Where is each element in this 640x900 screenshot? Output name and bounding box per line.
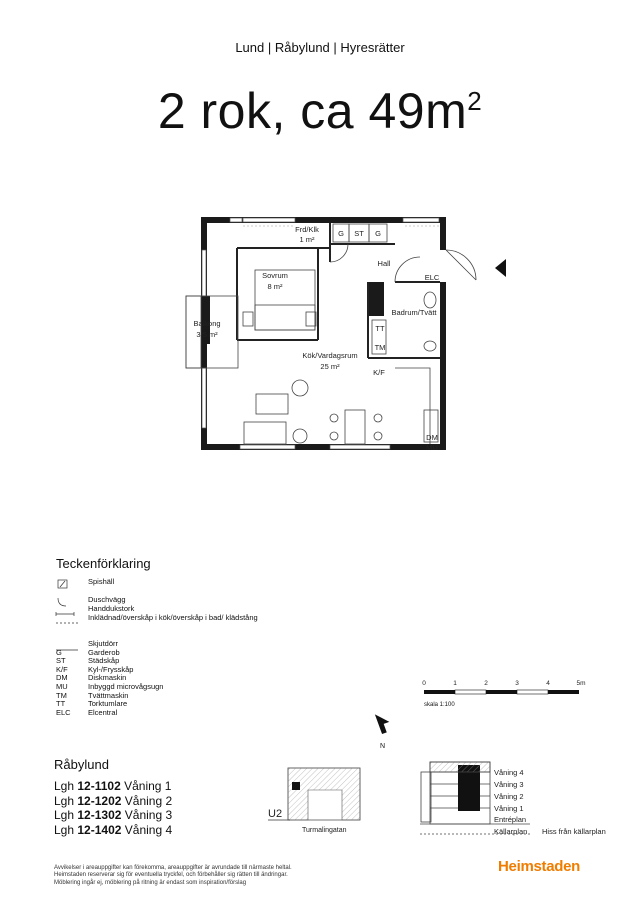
scale-tick-0: 0 [422,680,426,687]
room-hall-name: Hall [377,259,391,268]
apt-prefix: Lgh [54,808,75,822]
room-balkong-area: 3,5 m² [196,330,218,339]
north-arrow-icon [375,711,393,750]
apt-prefix: Lgh [54,793,75,808]
apt-number: 12-1402 [77,822,122,837]
legend-text: Skjutdörr [88,639,119,648]
disclaimer [54,865,414,887]
scale-tick-4: 4 [546,680,550,687]
entrance-arrow-icon [495,259,506,277]
apt-floor: Våning 1 [124,779,172,793]
legend-code: G [56,647,62,657]
street-name: Turmalingatan [302,827,347,834]
level-2: Våning 2 [494,792,524,801]
elevator-note: Hiss från källarplan [542,827,606,836]
apartment-row [54,779,172,794]
apt-prefix: Lgh [54,822,75,837]
building-title: Råbylund [54,757,109,772]
code-mu: MU [426,443,438,452]
apartment-row [54,794,172,809]
level-entry: Entréplan [494,815,527,824]
legend-text: Garderob [88,647,120,657]
site-label: U2 [268,808,283,820]
legend-text: Spishäll [88,577,115,586]
wall-right-upper [440,217,446,250]
legend-text: Städskåp [88,656,120,666]
legend-text: Torktumlare [88,699,128,709]
apartment-row [54,808,172,823]
code-tm: TM [374,343,386,352]
scale-tick-3: 3 [515,680,519,687]
room-sovrum-area: 8 m² [267,282,283,291]
bath-dark-block [368,282,384,316]
title-main: 2 rok, ca 49m [157,83,468,139]
room-sovrum-name: Sovrum [262,271,288,280]
disclaimer-line: Möblering ingår ej, möblering på ritning är endast som inspiration/förslag [54,879,247,886]
scale-tick-1: 1 [453,680,457,687]
apartment-list [54,779,172,837]
room-frdklk-name: Frd/Klk [295,225,319,234]
apt-number: 12-1202 [77,793,122,808]
code-kf: K/F [373,368,385,377]
legend-text: Elcentral [88,707,118,717]
level-1: Våning 1 [494,804,524,813]
level-4: Våning 4 [494,768,524,777]
scale-tick-5: 5m [576,680,586,687]
room-balkong-name: Balkong [193,319,221,328]
legend-text: Inbyggd microvågsugn [88,681,164,691]
apt-floor: Våning 2 [124,793,173,808]
legend-title: Teckenförklaring [56,556,151,571]
legend-text: Tvättmaskin [88,690,129,700]
code-g1: G [338,229,344,238]
level-basement: Källarplan [494,827,528,836]
room-kok-area: 25 m² [320,362,340,371]
room-kok-name: Kök/Vardagsrum [302,351,358,360]
code-elc: ELC [424,273,440,282]
legend-text: Diskmaskin [88,673,127,683]
legend-text: Duschvägg [88,595,126,604]
wall-right-lower [440,282,446,450]
svg-text:N: N [380,743,386,750]
legend-text: Inklädnad/överskåp i kök/överskåp i bad/ klädstång [88,613,258,622]
code-g2: G [375,229,381,238]
code-tt: TT [375,324,385,333]
location-subtitle: Lund | Råbylund | Hyresrätter [235,40,405,55]
wall-bottom [201,444,446,450]
legend-code: K/F [56,664,68,674]
apt-prefix: Lgh [54,779,75,793]
disclaimer-line: Heimstaden reserverar sig för eventuella tryckfel, och förbehåller sig rätten till ändringar. [54,872,288,879]
code-dm: DM [426,433,438,442]
room-badrum-name: Badrum/Tvätt [391,308,437,317]
level-3: Våning 3 [494,780,524,789]
apartment-row [54,823,172,838]
code-st: ST [354,229,364,238]
room-frdklk-area: 1 m² [299,235,315,244]
legend-code: TM [56,690,67,700]
site-plan [268,768,360,834]
legend-text: Handdukstork [88,604,135,613]
legend-code: MU [56,681,68,691]
legend [56,578,286,717]
apt-number: 12-1102 [77,779,121,793]
legend-code: ST [56,656,66,666]
title-superscript: 2 [467,86,483,116]
legend-text: Kyl-/Frysskåp [88,664,134,674]
heimstaden-logo: Heimstaden [498,858,581,875]
scale-tick-2: 2 [484,680,488,687]
scale-bar [422,680,585,694]
disclaimer-line: Avvikelser i areauppgifter kan förekomma, areauppgifter är avrundade till närmaste heltal. [54,865,292,871]
scale-label: skala 1:100 [424,702,455,708]
legend-code: ELC [56,707,71,717]
apt-floor: Våning 4 [124,822,173,837]
apt-floor: Våning 3 [124,808,173,822]
legend-code: DM [56,673,68,683]
apt-number: 12-1302 [77,808,122,822]
legend-code: TT [56,699,66,709]
